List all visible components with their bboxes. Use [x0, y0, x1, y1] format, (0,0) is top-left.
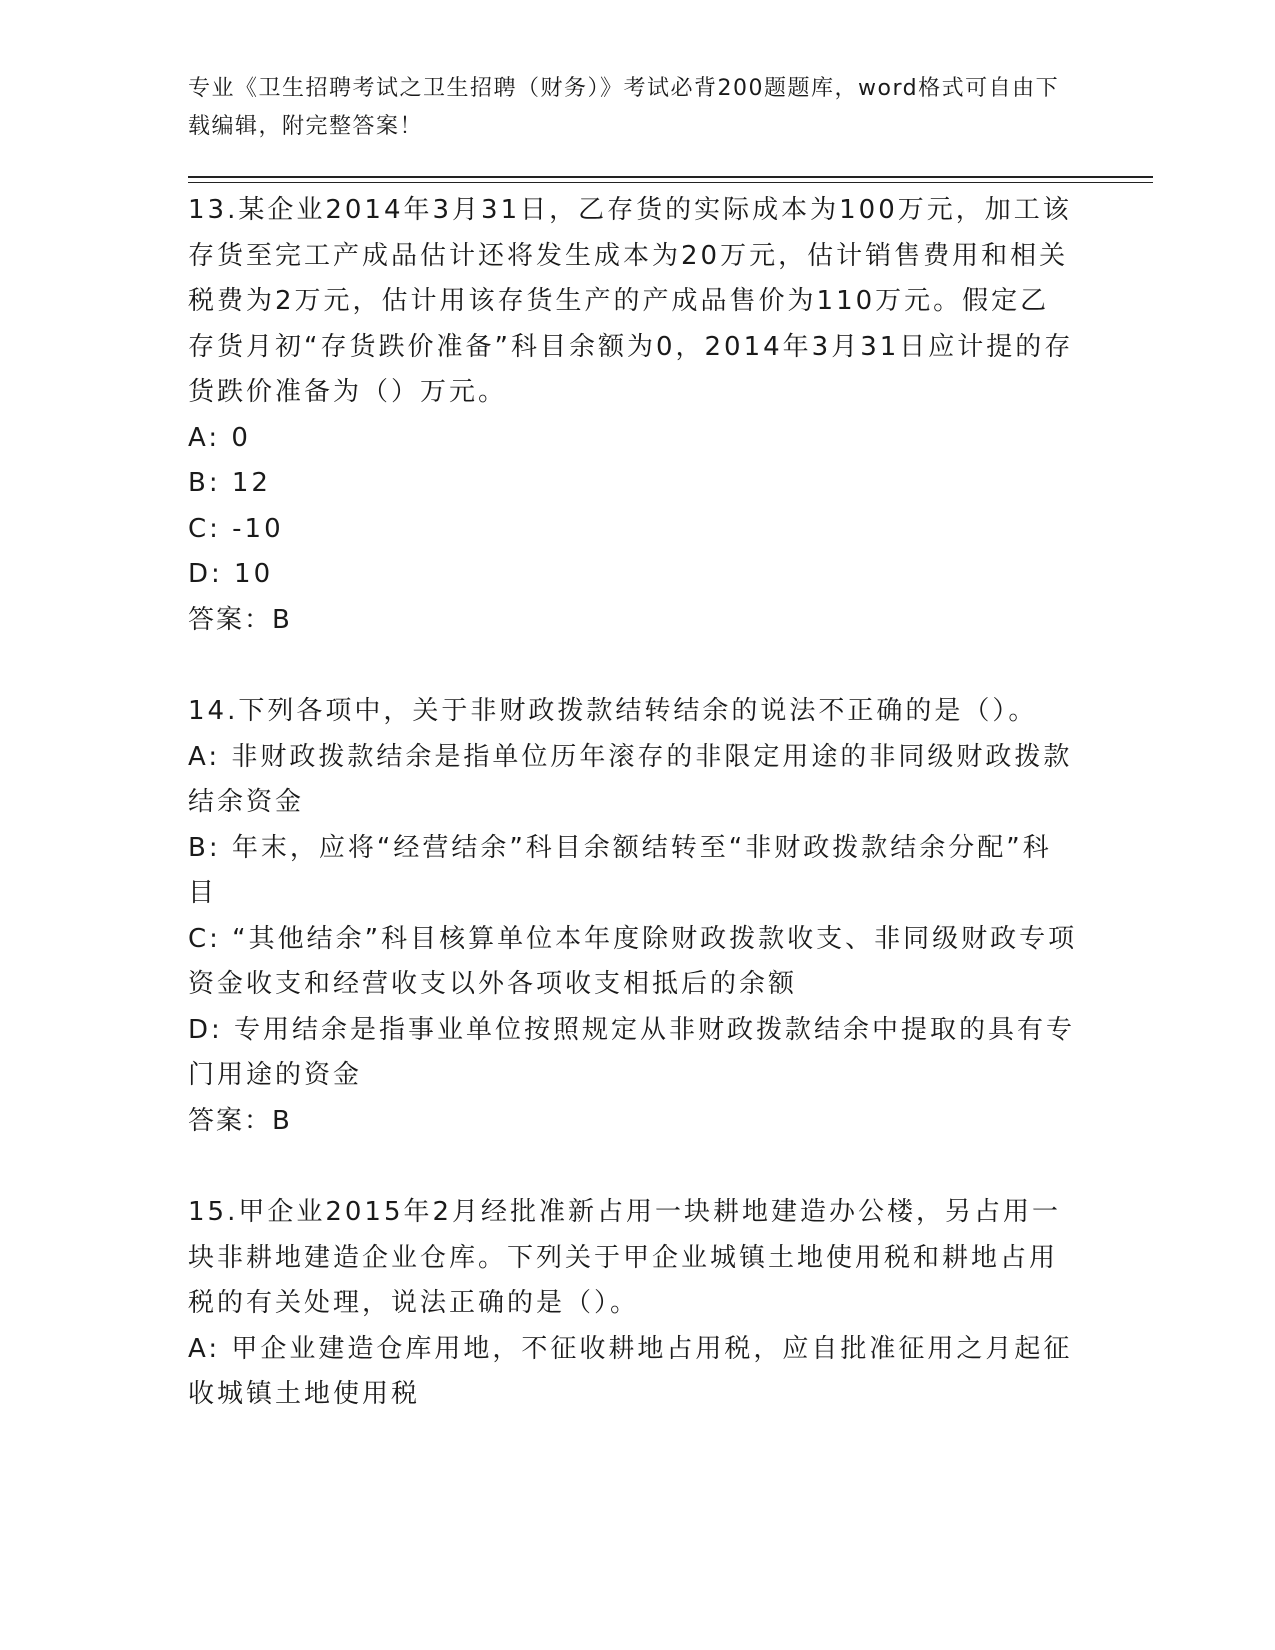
question-15 — [188, 1190, 1078, 1418]
answer-line: 答案：B — [188, 604, 292, 635]
option-b: B: 12 — [188, 468, 271, 498]
option-c: C: “其他结余”科目核算单位本年度除财政拨款收支、非同级财政专项资金收支和经营收支以外各项收支相抵后的余额 — [188, 923, 1078, 999]
option-d: D: 专用结余是指事业单位按照规定从非财政拨款结余中提取的具有专门用途的资金 — [188, 1014, 1076, 1090]
header-divider-thin — [188, 182, 1153, 183]
page-header: 专业《卫生招聘考试之卫生招聘（财务）》考试必背200题题库，word格式可自由下载编辑，附完整答案！ — [188, 76, 1060, 139]
question-stem: 15.甲企业2015年2月经批准新占用一块耕地建造办公楼，另占用一块非耕地建造企业仓库。下列关于甲企业城镇土地使用税和耕地占用税的有关处理，说法正确的是（）。 — [188, 1197, 1062, 1318]
question-stem: 14.下列各项中，关于非财政拨款结转结余的说法不正确的是（）。 — [188, 696, 1038, 726]
option-b: B: 年末，应将“经营结余”科目余额结转至“非财政拨款结余分配”科目 — [188, 832, 1052, 908]
answer-line: 答案：B — [188, 1105, 292, 1136]
question-14 — [188, 689, 1078, 1144]
option-d: D: 10 — [188, 559, 274, 589]
question-13 — [188, 188, 1078, 643]
header-divider-thick — [188, 176, 1153, 178]
spacer — [188, 643, 1078, 689]
option-a: A: 非财政拨款结余是指单位历年滚存的非限定用途的非同级财政拨款结余资金 — [188, 741, 1073, 817]
option-c: C: -10 — [188, 513, 284, 544]
question-stem: 13.某企业2014年3月31日，乙存货的实际成本为100万元，加工该存货至完工产成品估计还将发生成本为20万元，估计销售费用和相关税费为2万元，估计用该存货生产的产成品售价为110万元。假定乙存货月初“存货跌价准备”科目余额为0，2014年3月31日应计提的存货跌价准备为（）万元。 — [188, 195, 1074, 407]
option-a: A: 0 — [188, 422, 251, 453]
spacer — [188, 1144, 1078, 1190]
question-list — [188, 188, 1078, 1418]
option-a: A: 甲企业建造仓库用地，不征收耕地占用税，应自批准征用之月起征收城镇土地使用税 — [188, 1333, 1073, 1409]
